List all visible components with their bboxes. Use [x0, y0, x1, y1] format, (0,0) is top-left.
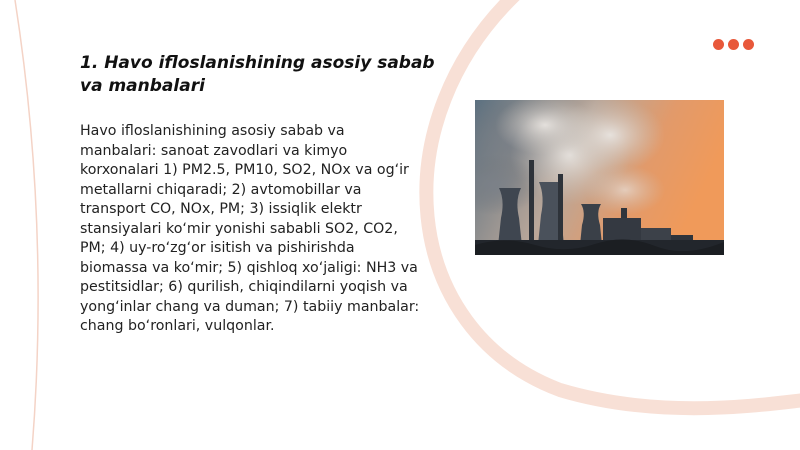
dot-icon	[713, 39, 724, 50]
menu-dots-icon	[713, 39, 757, 51]
dot-icon	[743, 39, 754, 50]
slide-body-text: Havo ifloslanishining asosiy sabab va manbalari: sanoat zavodlari va kimyo korxonalari 1) PM2.5, PM10, SO2, NOx va og‘ir metallarni chiqaradi; 2) avtomobillar va transport CO, NOx, PM; 3) issiqlik elektr stansiyalari ko‘mir yonishi sababli SO2, CO2, PM; 4) uy-ro‘zg‘or isitish va pishirishda biomassa va ko‘mir; 5) qishloq xo‘jaligi: NH3 va pestitsidlar; 6) qurilish, chiqindilarni yoqish va yong‘inlar chang va duman; 7) tabiiy manbalar: chang bo‘ronlari, vulqonlar.	[80, 123, 420, 334]
dot-icon	[728, 39, 739, 50]
power-plant-photo	[475, 100, 724, 255]
slide-title: 1. Havo ifloslanishining asosiy sabab va manbalari	[80, 53, 435, 96]
